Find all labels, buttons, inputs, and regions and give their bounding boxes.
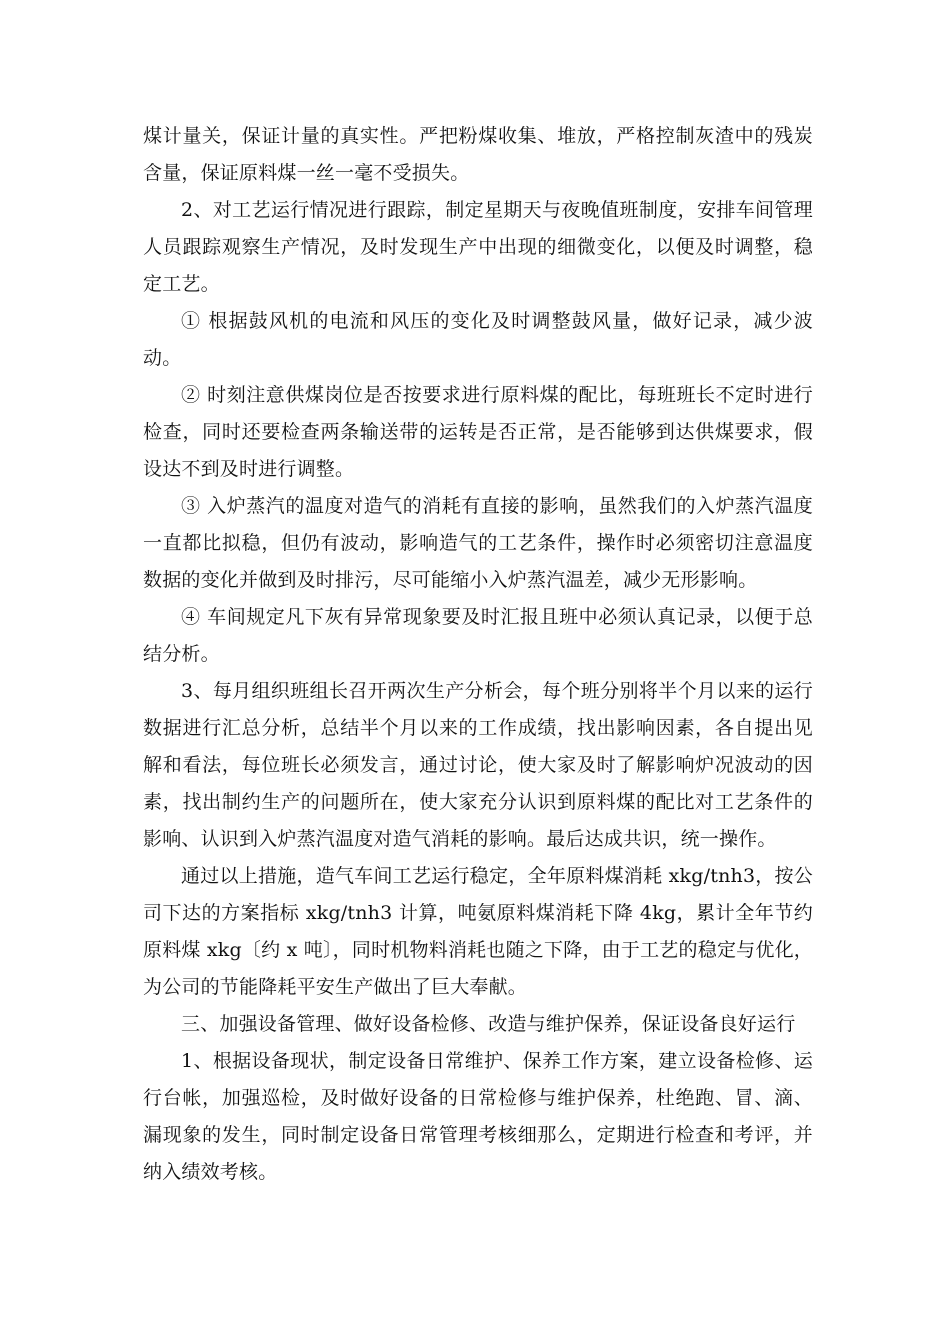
paragraph-4: ② 时刻注意供煤岗位是否按要求进行原料煤的配比，每班班长不定时进行检查，同时还要检查两条输送带的运转是否正常，是否能够到达供煤要求，假设达不到及时进行调整。 bbox=[143, 384, 813, 480]
paragraph-6: ④ 车间规定凡下灰有异常现象要及时汇报且班中必须认真记录，以便于总结分析。 bbox=[143, 606, 813, 665]
paragraph-7: 3、每月组织班组长召开两次生产分析会，每个班分别将半个月以来的运行数据进行汇总分析，总结半个月以来的工作成绩，找出影响因素，各自提出见解和看法，每位班长必须发言，通过讨论，使大家及时了解影响炉况波动的因素，找出制约生产的问题所在，使大家充分认识到原料煤的配比对工艺条件的影响、认识到入炉蒸汽温度对造气消耗的影响。最后达成共识，统一操作。 bbox=[143, 680, 813, 850]
paragraph-10: 1、根据设备现状，制定设备日常维护、保养工作方案，建立设备检修、运行台帐，加强巡检，及时做好设备的日常检修与维护保养，杜绝跑、冒、滴、漏现象的发生，同时制定设备日常管理考核细那么，定期进行检查和考评，并纳入绩效考核。 bbox=[143, 1050, 813, 1183]
paragraph-8: 通过以上措施，造气车间工艺运行稳定，全年原料煤消耗 xkg/tnh3，按公司下达的方案指标 xkg/tnh3 计算，吨氨原料煤消耗下降 4kg，累计全年节约原料煤 xkg〔约 x 吨〕，同时机物料消耗也随之下降，由于工艺的稳定与优化，为公司的节能降耗平安生产做出了巨大奉献。 bbox=[143, 865, 813, 998]
paragraph-2: 2、对工艺运行情况进行跟踪，制定星期天与夜晚值班制度，安排车间管理人员跟踪观察生产情况，及时发现生产中出现的细微变化，以便及时调整，稳定工艺。 bbox=[143, 199, 813, 295]
paragraph-3: ① 根据鼓风机的电流和风压的变化及时调整鼓风量，做好记录，减少波动。 bbox=[143, 310, 813, 369]
paragraph-1: 煤计量关，保证计量的真实性。严把粉煤收集、堆放，严格控制灰渣中的残炭含量，保证原料煤一丝一毫不受损失。 bbox=[143, 125, 813, 184]
document-body bbox=[143, 118, 813, 1191]
paragraph-5: ③ 入炉蒸汽的温度对造气的消耗有直接的影响，虽然我们的入炉蒸汽温度一直都比拟稳，但仍有波动，影响造气的工艺条件，操作时必须密切注意温度数据的变化并做到及时排污，尽可能缩小入炉蒸汽温差，减少无形影响。 bbox=[143, 495, 813, 591]
section-heading-3: 三、加强设备管理、做好设备检修、改造与维护保养，保证设备良好运行 bbox=[181, 1013, 796, 1035]
